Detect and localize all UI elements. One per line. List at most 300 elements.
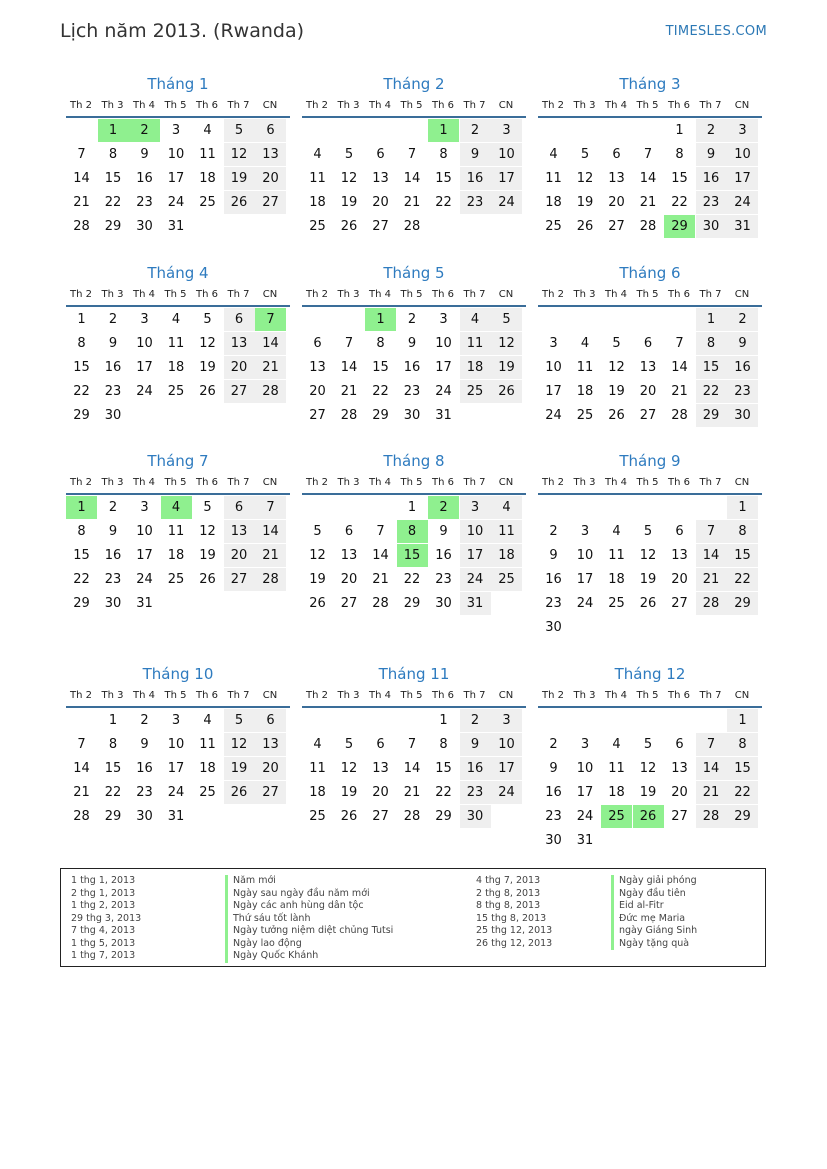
day-cell[interactable]: 28 — [73, 219, 90, 234]
day-cell[interactable]: 21 — [671, 384, 688, 399]
day-cell[interactable]: 10 — [136, 336, 153, 351]
day-cell[interactable]: 7 — [255, 496, 286, 519]
day-cell[interactable]: 22 — [696, 380, 727, 403]
day-cell[interactable]: 14 — [255, 332, 286, 355]
day-cell[interactable]: 9 — [727, 332, 758, 355]
day-cell[interactable]: 30 — [696, 215, 727, 238]
day-cell[interactable]: 28 — [403, 809, 421, 824]
day-cell[interactable]: 31 — [136, 596, 153, 611]
day-cell[interactable]: 14 — [671, 360, 688, 375]
day-cell[interactable]: 31 — [167, 219, 185, 234]
day-cell[interactable]: 9 — [460, 733, 491, 756]
day-cell[interactable]: 26 — [199, 384, 216, 399]
day-cell[interactable]: 18 — [608, 572, 625, 587]
day-cell[interactable]: 17 — [460, 544, 491, 567]
day-cell[interactable]: 10 — [136, 524, 153, 539]
day-cell[interactable]: 24 — [576, 596, 594, 611]
day-cell[interactable]: 5 — [643, 524, 653, 539]
day-cell[interactable]: 12 — [639, 761, 657, 776]
day-cell[interactable]: 15 — [372, 360, 389, 375]
day-cell[interactable]: 21 — [696, 568, 727, 591]
day-cell[interactable]: 23 — [727, 380, 758, 403]
day-cell[interactable]: 28 — [671, 408, 688, 423]
day-cell[interactable]: 13 — [608, 171, 625, 186]
day-cell[interactable]: 6 — [313, 336, 322, 351]
day-cell[interactable]: 24 — [545, 408, 562, 423]
day-cell[interactable]: 29 — [73, 596, 90, 611]
day-cell[interactable]: 26 — [576, 219, 594, 234]
day-cell[interactable]: 23 — [545, 809, 562, 824]
day-cell[interactable]: 15 — [727, 544, 758, 567]
day-cell[interactable]: 2 — [129, 119, 160, 142]
day-cell[interactable]: 30 — [136, 809, 153, 824]
day-cell[interactable]: 9 — [696, 143, 727, 166]
day-cell[interactable]: 3 — [171, 713, 181, 728]
day-cell[interactable]: 16 — [727, 356, 758, 379]
day-cell[interactable]: 13 — [671, 548, 688, 563]
day-cell[interactable]: 22 — [104, 195, 122, 210]
day-cell[interactable]: 20 — [255, 167, 286, 190]
day-cell[interactable]: 4 — [313, 147, 322, 162]
day-cell[interactable]: 17 — [576, 785, 594, 800]
day-cell[interactable]: 3 — [439, 312, 448, 327]
day-cell[interactable]: 2 — [460, 709, 491, 732]
day-cell[interactable]: 27 — [608, 219, 625, 234]
day-cell[interactable]: 29 — [696, 404, 727, 427]
day-cell[interactable]: 1 — [108, 713, 118, 728]
day-cell[interactable]: 20 — [608, 195, 625, 210]
day-cell[interactable]: 6 — [376, 147, 385, 162]
day-cell[interactable]: 1 — [439, 713, 448, 728]
day-cell[interactable]: 20 — [340, 572, 358, 587]
day-cell[interactable]: 27 — [340, 596, 358, 611]
day-cell[interactable]: 13 — [639, 360, 657, 375]
day-cell[interactable]: 4 — [491, 496, 522, 519]
day-cell[interactable]: 18 — [460, 356, 491, 379]
day-cell[interactable]: 8 — [439, 147, 448, 162]
day-cell[interactable]: 28 — [403, 219, 421, 234]
day-cell[interactable]: 10 — [435, 336, 452, 351]
day-cell[interactable]: 5 — [313, 524, 322, 539]
day-cell[interactable]: 10 — [167, 147, 185, 162]
day-cell[interactable]: 10 — [460, 520, 491, 543]
day-cell[interactable]: 15 — [435, 171, 452, 186]
day-cell[interactable]: 10 — [545, 360, 562, 375]
day-cell[interactable]: 28 — [255, 380, 286, 403]
day-cell[interactable]: 27 — [372, 219, 389, 234]
day-cell[interactable]: 23 — [136, 195, 153, 210]
day-cell[interactable]: 26 — [639, 596, 657, 611]
day-cell[interactable]: 20 — [671, 572, 688, 587]
day-cell[interactable]: 5 — [344, 147, 354, 162]
day-cell[interactable]: 3 — [140, 500, 149, 515]
day-cell[interactable]: 9 — [460, 143, 491, 166]
day-cell[interactable]: 28 — [696, 805, 727, 828]
day-cell[interactable]: 23 — [136, 785, 153, 800]
day-cell[interactable]: 15 — [73, 360, 90, 375]
day-cell[interactable]: 19 — [309, 572, 326, 587]
day-cell[interactable]: 26 — [224, 781, 255, 804]
day-cell[interactable]: 8 — [397, 520, 428, 543]
day-cell[interactable]: 25 — [491, 568, 522, 591]
day-cell[interactable]: 13 — [255, 143, 286, 166]
day-cell[interactable]: 18 — [309, 195, 326, 210]
day-cell[interactable]: 25 — [309, 809, 326, 824]
day-cell[interactable]: 3 — [580, 737, 590, 752]
day-cell[interactable]: 7 — [407, 147, 417, 162]
day-cell[interactable]: 12 — [340, 171, 358, 186]
day-cell[interactable]: 12 — [224, 143, 255, 166]
day-cell[interactable]: 19 — [639, 785, 657, 800]
day-cell[interactable]: 20 — [224, 544, 255, 567]
day-cell[interactable]: 25 — [608, 596, 625, 611]
day-cell[interactable]: 20 — [255, 757, 286, 780]
day-cell[interactable]: 15 — [73, 548, 90, 563]
day-cell[interactable]: 27 — [255, 781, 286, 804]
day-cell[interactable]: 5 — [491, 308, 522, 331]
day-cell[interactable]: 4 — [580, 336, 590, 351]
day-cell[interactable]: 30 — [403, 408, 421, 423]
day-cell[interactable]: 12 — [340, 761, 358, 776]
day-cell[interactable]: 1 — [407, 500, 417, 515]
day-cell[interactable]: 13 — [372, 171, 389, 186]
day-cell[interactable]: 10 — [491, 143, 522, 166]
day-cell[interactable]: 16 — [460, 757, 491, 780]
day-cell[interactable]: 12 — [309, 548, 326, 563]
day-cell[interactable]: 6 — [344, 524, 354, 539]
day-cell[interactable]: 11 — [309, 761, 326, 776]
day-cell[interactable]: 4 — [203, 713, 212, 728]
day-cell[interactable]: 18 — [199, 761, 216, 776]
day-cell[interactable]: 8 — [439, 737, 448, 752]
day-cell[interactable]: 21 — [403, 195, 421, 210]
day-cell[interactable]: 13 — [255, 733, 286, 756]
day-cell[interactable]: 25 — [601, 805, 632, 828]
day-cell[interactable]: 17 — [136, 548, 153, 563]
day-cell[interactable]: 16 — [696, 167, 727, 190]
day-cell[interactable]: 14 — [403, 761, 421, 776]
day-cell[interactable]: 12 — [199, 336, 216, 351]
day-cell[interactable]: 8 — [77, 336, 86, 351]
day-cell[interactable]: 16 — [104, 360, 122, 375]
day-cell[interactable]: 23 — [104, 572, 122, 587]
day-cell[interactable]: 3 — [171, 123, 181, 138]
day-cell[interactable]: 9 — [108, 524, 118, 539]
day-cell[interactable]: 25 — [460, 380, 491, 403]
day-cell[interactable]: 29 — [727, 592, 758, 615]
day-cell[interactable]: 22 — [73, 572, 90, 587]
day-cell[interactable]: 5 — [224, 709, 255, 732]
day-cell[interactable]: 20 — [372, 195, 389, 210]
day-cell[interactable]: 9 — [549, 548, 558, 563]
day-cell[interactable]: 18 — [491, 544, 522, 567]
day-cell[interactable]: 12 — [639, 548, 657, 563]
day-cell[interactable]: 19 — [340, 195, 358, 210]
day-cell[interactable]: 10 — [727, 143, 758, 166]
day-cell[interactable]: 24 — [491, 781, 522, 804]
day-cell[interactable]: 6 — [675, 737, 684, 752]
day-cell[interactable]: 28 — [340, 408, 358, 423]
day-cell[interactable]: 6 — [255, 119, 286, 142]
day-cell[interactable]: 14 — [73, 761, 90, 776]
day-cell[interactable]: 21 — [255, 544, 286, 567]
day-cell[interactable]: 21 — [372, 572, 389, 587]
day-cell[interactable]: 1 — [727, 496, 758, 519]
day-cell[interactable]: 27 — [309, 408, 326, 423]
day-cell[interactable]: 3 — [140, 312, 149, 327]
day-cell[interactable]: 6 — [675, 524, 684, 539]
day-cell[interactable]: 23 — [104, 384, 122, 399]
day-cell[interactable]: 28 — [73, 809, 90, 824]
day-cell[interactable]: 19 — [491, 356, 522, 379]
day-cell[interactable]: 5 — [344, 737, 354, 752]
day-cell[interactable]: 19 — [199, 548, 216, 563]
day-cell[interactable]: 27 — [671, 809, 688, 824]
day-cell[interactable]: 12 — [491, 332, 522, 355]
day-cell[interactable]: 19 — [199, 360, 216, 375]
day-cell[interactable]: 4 — [171, 312, 181, 327]
day-cell[interactable]: 22 — [671, 195, 688, 210]
day-cell[interactable]: 28 — [639, 219, 657, 234]
day-cell[interactable]: 18 — [576, 384, 594, 399]
day-cell[interactable]: 1 — [66, 496, 97, 519]
day-cell[interactable]: 14 — [73, 171, 90, 186]
day-cell[interactable]: 10 — [576, 761, 594, 776]
day-cell[interactable]: 6 — [255, 709, 286, 732]
day-cell[interactable]: 10 — [167, 737, 185, 752]
day-cell[interactable]: 16 — [460, 167, 491, 190]
day-cell[interactable]: 31 — [167, 809, 185, 824]
day-cell[interactable]: 21 — [696, 781, 727, 804]
day-cell[interactable]: 19 — [224, 757, 255, 780]
day-cell[interactable]: 22 — [104, 785, 122, 800]
day-cell[interactable]: 16 — [545, 572, 562, 587]
day-cell[interactable]: 16 — [435, 548, 452, 563]
day-cell[interactable]: 26 — [608, 408, 625, 423]
day-cell[interactable]: 23 — [460, 191, 491, 214]
day-cell[interactable]: 20 — [309, 384, 326, 399]
day-cell[interactable]: 29 — [372, 408, 389, 423]
day-cell[interactable]: 2 — [407, 312, 417, 327]
day-cell[interactable]: 15 — [727, 757, 758, 780]
day-cell[interactable]: 2 — [140, 713, 149, 728]
day-cell[interactable]: 18 — [309, 785, 326, 800]
day-cell[interactable]: 18 — [167, 548, 185, 563]
day-cell[interactable]: 3 — [491, 119, 522, 142]
day-cell[interactable]: 8 — [675, 147, 684, 162]
day-cell[interactable]: 12 — [608, 360, 625, 375]
day-cell[interactable]: 9 — [549, 761, 558, 776]
day-cell[interactable]: 24 — [136, 384, 153, 399]
day-cell[interactable]: 22 — [403, 572, 421, 587]
day-cell[interactable]: 2 — [549, 737, 558, 752]
day-cell[interactable]: 4 — [161, 496, 192, 519]
day-cell[interactable]: 27 — [255, 191, 286, 214]
day-cell[interactable]: 7 — [77, 147, 86, 162]
day-cell[interactable]: 24 — [136, 572, 153, 587]
day-cell[interactable]: 4 — [549, 147, 558, 162]
day-cell[interactable]: 5 — [643, 737, 653, 752]
day-cell[interactable]: 7 — [696, 733, 727, 756]
day-cell[interactable]: 5 — [580, 147, 590, 162]
day-cell[interactable]: 6 — [224, 496, 255, 519]
day-cell[interactable]: 3 — [491, 709, 522, 732]
day-cell[interactable]: 22 — [73, 384, 90, 399]
day-cell[interactable]: 19 — [224, 167, 255, 190]
day-cell[interactable]: 24 — [435, 384, 452, 399]
day-cell[interactable]: 2 — [549, 524, 558, 539]
day-cell[interactable]: 25 — [199, 195, 216, 210]
day-cell[interactable]: 23 — [435, 572, 452, 587]
day-cell[interactable]: 31 — [576, 833, 594, 848]
day-cell[interactable]: 26 — [491, 380, 522, 403]
day-cell[interactable]: 25 — [199, 785, 216, 800]
day-cell[interactable]: 11 — [608, 761, 625, 776]
day-cell[interactable]: 8 — [108, 737, 118, 752]
day-cell[interactable]: 9 — [140, 147, 149, 162]
day-cell[interactable]: 14 — [340, 360, 358, 375]
day-cell[interactable]: 2 — [108, 500, 118, 515]
day-cell[interactable]: 15 — [104, 171, 122, 186]
day-cell[interactable]: 28 — [372, 596, 389, 611]
day-cell[interactable]: 1 — [696, 308, 727, 331]
day-cell[interactable]: 8 — [376, 336, 385, 351]
day-cell[interactable]: 14 — [403, 171, 421, 186]
day-cell[interactable]: 13 — [340, 548, 358, 563]
day-cell[interactable]: 30 — [136, 219, 153, 234]
day-cell[interactable]: 17 — [136, 360, 153, 375]
day-cell[interactable]: 11 — [545, 171, 562, 186]
day-cell[interactable]: 31 — [435, 408, 452, 423]
day-cell[interactable]: 3 — [460, 496, 491, 519]
day-cell[interactable]: 2 — [696, 119, 727, 142]
day-cell[interactable]: 7 — [407, 737, 417, 752]
day-cell[interactable]: 28 — [255, 568, 286, 591]
day-cell[interactable]: 6 — [224, 308, 255, 331]
day-cell[interactable]: 11 — [199, 737, 216, 752]
day-cell[interactable]: 5 — [612, 336, 621, 351]
day-cell[interactable]: 24 — [167, 785, 185, 800]
day-cell[interactable]: 18 — [545, 195, 562, 210]
day-cell[interactable]: 19 — [340, 785, 358, 800]
day-cell[interactable]: 30 — [104, 596, 122, 611]
day-cell[interactable]: 14 — [372, 548, 389, 563]
day-cell[interactable]: 1 — [98, 119, 129, 142]
day-cell[interactable]: 24 — [167, 195, 185, 210]
day-cell[interactable]: 20 — [671, 785, 688, 800]
day-cell[interactable]: 15 — [696, 356, 727, 379]
day-cell[interactable]: 19 — [608, 384, 625, 399]
day-cell[interactable]: 11 — [491, 520, 522, 543]
day-cell[interactable]: 2 — [428, 496, 459, 519]
day-cell[interactable]: 22 — [435, 785, 452, 800]
day-cell[interactable]: 13 — [372, 761, 389, 776]
day-cell[interactable]: 23 — [545, 596, 562, 611]
day-cell[interactable]: 20 — [224, 356, 255, 379]
day-cell[interactable]: 29 — [104, 219, 122, 234]
day-cell[interactable]: 1 — [675, 123, 684, 138]
day-cell[interactable]: 30 — [545, 833, 562, 848]
day-cell[interactable]: 30 — [435, 596, 452, 611]
day-cell[interactable]: 28 — [696, 592, 727, 615]
day-cell[interactable]: 24 — [491, 191, 522, 214]
day-cell[interactable]: 5 — [224, 119, 255, 142]
day-cell[interactable]: 27 — [372, 809, 389, 824]
day-cell[interactable]: 11 — [167, 524, 185, 539]
day-cell[interactable]: 11 — [167, 336, 185, 351]
day-cell[interactable]: 4 — [203, 123, 212, 138]
day-cell[interactable]: 27 — [224, 380, 255, 403]
day-cell[interactable]: 25 — [545, 219, 562, 234]
day-cell[interactable]: 11 — [309, 171, 326, 186]
day-cell[interactable]: 25 — [309, 219, 326, 234]
day-cell[interactable]: 1 — [365, 308, 396, 331]
day-cell[interactable]: 10 — [576, 548, 594, 563]
day-cell[interactable]: 11 — [608, 548, 625, 563]
day-cell[interactable]: 26 — [633, 805, 664, 828]
day-cell[interactable]: 14 — [639, 171, 657, 186]
day-cell[interactable]: 18 — [608, 785, 625, 800]
day-cell[interactable]: 16 — [136, 171, 153, 186]
day-cell[interactable]: 2 — [460, 119, 491, 142]
day-cell[interactable]: 7 — [675, 336, 684, 351]
day-cell[interactable]: 8 — [77, 524, 86, 539]
day-cell[interactable]: 29 — [73, 408, 90, 423]
day-cell[interactable]: 27 — [224, 568, 255, 591]
day-cell[interactable]: 25 — [167, 384, 185, 399]
day-cell[interactable]: 11 — [460, 332, 491, 355]
day-cell[interactable]: 18 — [199, 171, 216, 186]
day-cell[interactable]: 11 — [576, 360, 594, 375]
day-cell[interactable]: 24 — [460, 568, 491, 591]
day-cell[interactable]: 22 — [727, 568, 758, 591]
day-cell[interactable]: 4 — [612, 737, 621, 752]
day-cell[interactable]: 6 — [612, 147, 621, 162]
day-cell[interactable]: 8 — [727, 733, 758, 756]
day-cell[interactable]: 9 — [407, 336, 417, 351]
day-cell[interactable]: 14 — [696, 757, 727, 780]
day-cell[interactable]: 17 — [545, 384, 562, 399]
day-cell[interactable]: 24 — [576, 809, 594, 824]
day-cell[interactable]: 29 — [104, 809, 122, 824]
day-cell[interactable]: 21 — [403, 785, 421, 800]
day-cell[interactable]: 13 — [309, 360, 326, 375]
day-cell[interactable]: 1 — [727, 709, 758, 732]
day-cell[interactable]: 5 — [203, 312, 212, 327]
day-cell[interactable]: 6 — [376, 737, 385, 752]
day-cell[interactable]: 3 — [580, 524, 590, 539]
day-cell[interactable]: 21 — [340, 384, 358, 399]
day-cell[interactable]: 26 — [340, 219, 358, 234]
day-cell[interactable]: 30 — [460, 805, 491, 828]
day-cell[interactable]: 29 — [727, 805, 758, 828]
day-cell[interactable]: 21 — [73, 785, 90, 800]
day-cell[interactable]: 13 — [671, 761, 688, 776]
day-cell[interactable]: 12 — [199, 524, 216, 539]
day-cell[interactable]: 7 — [255, 308, 286, 331]
day-cell[interactable]: 30 — [545, 620, 562, 635]
day-cell[interactable]: 3 — [549, 336, 558, 351]
day-cell[interactable]: 13 — [224, 332, 255, 355]
day-cell[interactable]: 14 — [696, 544, 727, 567]
day-cell[interactable]: 16 — [104, 548, 122, 563]
day-cell[interactable]: 26 — [309, 596, 326, 611]
day-cell[interactable]: 13 — [224, 520, 255, 543]
day-cell[interactable]: 1 — [428, 119, 459, 142]
day-cell[interactable]: 2 — [108, 312, 118, 327]
day-cell[interactable]: 12 — [224, 733, 255, 756]
day-cell[interactable]: 18 — [167, 360, 185, 375]
